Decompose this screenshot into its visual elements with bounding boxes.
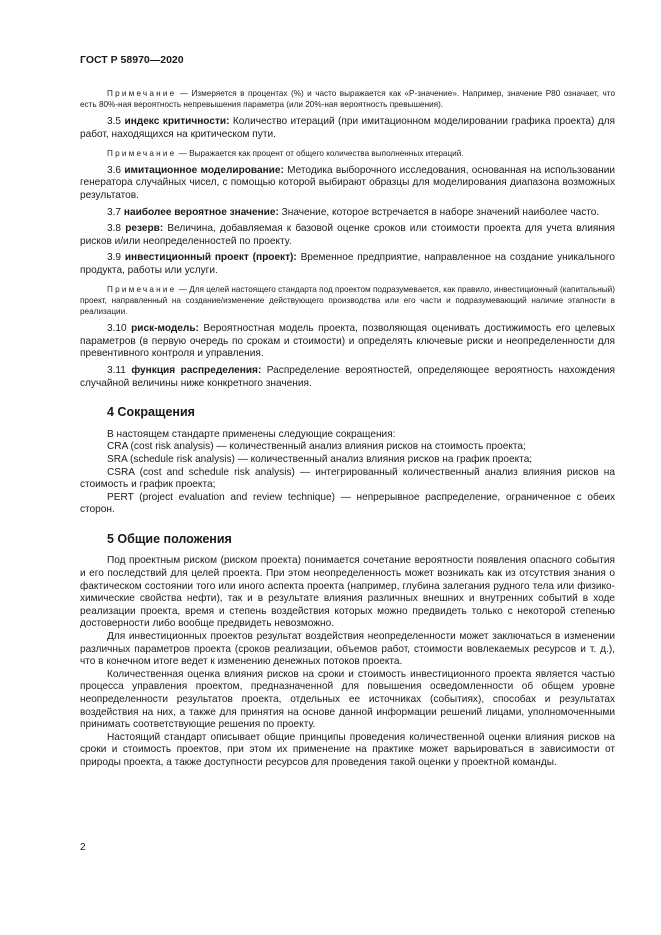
term-label: индекс критичности: <box>124 116 230 128</box>
term-label: резерв: <box>125 223 164 235</box>
term-label: инвестиционный проект (проект): <box>124 252 297 264</box>
term-3-9: 3.9 инвестиционный проект (проект): Временное предприятие, направленное на создание уникального продукта, работы или услуги. <box>80 252 616 276</box>
term-label: риск-модель: <box>131 323 199 335</box>
term-label: имитационное моделирование: <box>124 164 284 176</box>
abbr-item: CRA (cost risk analysis) — количественный анализ влияния рисков на стоимость проекта; <box>107 441 526 453</box>
term-3-10: 3.10 риск-модель: Вероятностная модель проекта, позволяющая оценивать достижимость его целевых параметров (в первую очередь по срокам и стоимости) и определять ключевые риски и неопределенности для превентивного контроля и управления. <box>80 323 615 360</box>
term-3-6: 3.6 имитационное моделирование: Методика выборочного исследования, основанная на использовании генератора случайных чисел, с помощью которой выбирают образцы для моделирования диапазона возможных результатов. <box>80 164 615 201</box>
term-3-8: 3.8 резерв: Величина, добавляемая к базовой оценке сроков или стоимости проекта для учета влияния рисков и/или неопределенностей по проекту. <box>80 223 615 247</box>
body-paragraph: Настоящий стандарт описывает общие принципы проведения количественной оценки влияния рисков на сроки и стоимость проектов, при этом их применение на практике может варьироваться в зависимости от природы проекта, а также доступности ресурсов для проведения такой оценки у проектной команды. <box>80 731 615 768</box>
body-paragraph: Под проектным риском (риском проекта) понимается сочетание вероятности появления опасного события и его последствий для целей проекта. При этом неопределенность может возникать как из отсутствия знания о фактическом состоянии того или иного аспекта проекта (например, глубина залегания рудного тела или физико-химические свойства нефти), так и в результате влияния различных внешних и внутренних событий в ходе реализации проекта, время и степень воздействия которых можно предвидеть только с некоторой степенью достоверности либо вообще предвидеть невозможно. <box>80 555 615 630</box>
note-criticality: Примечание — Выражается как процент от общего количества выполненных итераций. <box>107 148 464 158</box>
note-lead: Примечание <box>107 89 177 98</box>
abbr-item: SRA (schedule risk analysis) — количественный анализ влияния рисков на график проекта; <box>107 453 533 465</box>
document-header: ГОСТ Р 58970—2020 <box>80 54 184 66</box>
page-number: 2 <box>80 842 86 853</box>
body-paragraph: Для инвестиционных проектов результат воздействия неопределенности может заключаться в изменении различных параметров проекта (сроков реализации, объемов работ, стоимости вовлекаемых ресурсов и т. д.), что в конечном итоге ведет к изменению денежных потоков проекта. <box>80 631 615 668</box>
note-p80: Примечание — Измеряется в процентах (%) и часто выражается как «Р-значение». Например, значение Р80 означает, что есть 80%-ная вероятность непревышения параметра (или 20%-ная вероятность превышения). <box>80 89 615 110</box>
term-label: наиболее вероятное значение: <box>123 206 279 218</box>
term-3-7: 3.7 наиболее вероятное значение: Значение, которое встречается в наборе значений наиболее часто. <box>107 206 600 218</box>
abbr-item: CSRA (cost and schedule risk analysis) — интегрированный количественный анализ влияния рисков на стоимость и график проекта; <box>80 466 615 491</box>
abbr-item: PERT (project evaluation and review technique) — непрерывное распределение, ограниченное с обеих сторон. <box>80 491 615 516</box>
term-3-5: 3.5 индекс критичности: Количество итераций (при имитационном моделировании графика проекта) для работ, находящихся на критическом пути. <box>80 116 615 140</box>
body-paragraph: Количественная оценка влияния рисков на сроки и стоимость инвестиционного проекта является частью процесса управления проектом, предназначенной для повышения осведомленности об общем уровне неопределенности результатов проекта, отдельных ее источниках (событиях), способах и результатах воздействия на них, а также для принятия на основе данной информации решений лицами, уполномоченными принимать соответствующие решения по проекту. <box>80 668 615 731</box>
term-3-11: 3.11 функция распределения: Распределение вероятностей, определяющее вероятность нахождения случайной величины ниже конкретного значения. <box>80 364 615 389</box>
note-project: Примечание — Для целей настоящего стандарта под проектом подразумевается, как правило, инвестиционный (капитальный) проект, направленный на создание/изменение действующего производства или его части и подразумевающий наличие этапности в реализации. <box>80 284 615 316</box>
term-label: функция распределения: <box>131 364 262 376</box>
abbr-intro: В настоящем стандарте применены следующие сокращения: <box>107 428 396 440</box>
section-5-title: 5 Общие положения <box>107 531 232 546</box>
section-4-title: 4 Сокращения <box>107 405 195 420</box>
document-body <box>80 88 615 770</box>
